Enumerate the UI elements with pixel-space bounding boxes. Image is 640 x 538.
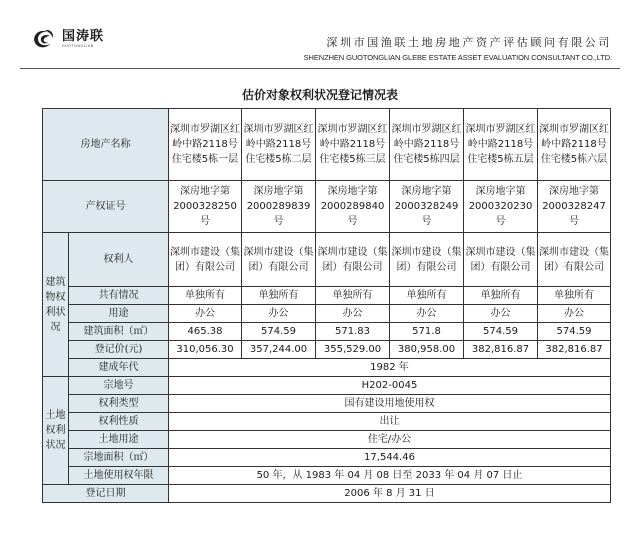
area-cell: 465.38 [169, 323, 242, 341]
company-name-chinese: 深圳市国渔联土地房地产资产评估顾问有限公司 [326, 36, 612, 49]
table-row [43, 431, 611, 449]
company-name-english: SHENZHEN GUOTONGLIAN GLEBE ESTATE ASSET EVALUATION CONSULTANT CO.,LTD. [303, 53, 612, 62]
company-name-block [304, 34, 612, 62]
usage-cell: 办公 [538, 305, 611, 323]
parcel-no-label: 宗地号 [69, 377, 169, 395]
right-type-label: 权利类型 [69, 395, 169, 413]
property-name-cell: 深圳市罗湖区红岭中路2118号住宅楼5栋三层 [316, 109, 390, 181]
usage-cell: 办公 [169, 305, 242, 323]
owner-cell: 深圳市建设（集团）有限公司 [316, 233, 390, 287]
shared-cell: 单独所有 [316, 287, 390, 305]
usage-cell: 办公 [390, 305, 464, 323]
cert-no-cell: 深房地字第2000320230号 [464, 181, 538, 233]
land-rights-group-label: 土地权利状况 [43, 377, 69, 485]
shared-cell: 单独所有 [464, 287, 538, 305]
shared-cell: 单独所有 [169, 287, 242, 305]
right-nature-label: 权利性质 [69, 413, 169, 431]
property-name-cell: 深圳市罗湖区红岭中路2118号住宅楼5栋五层 [464, 109, 538, 181]
area-cell: 574.59 [242, 323, 316, 341]
property-name-cell: 深圳市罗湖区红岭中路2118号住宅楼5栋六层 [538, 109, 611, 181]
price-cell: 382,816.87 [464, 341, 538, 359]
cert-no-label: 产权证号 [43, 181, 169, 233]
rights-status-table [42, 108, 611, 503]
logo-chinese-name: 国涛联 [62, 28, 105, 44]
page-header [0, 0, 640, 70]
document-title: 估价对象权利状况登记情况表 [241, 88, 398, 102]
cert-no-cell: 深房地字第2000289839号 [242, 181, 316, 233]
reg-date-label: 登记日期 [43, 485, 169, 503]
usage-label: 用途 [69, 305, 169, 323]
area-cell: 571.83 [316, 323, 390, 341]
land-term-value: 50 年，从 1983 年 04 月 08 日至 2033 年 04 月 07 日止 [169, 467, 611, 485]
table-row [43, 305, 611, 323]
table-row [43, 287, 611, 305]
shared-cell: 单独所有 [390, 287, 464, 305]
table-row [43, 485, 611, 503]
table-row [43, 109, 611, 181]
logo-english-name: GUOTONGLIAN [62, 43, 94, 48]
area-cell: 574.59 [538, 323, 611, 341]
price-cell: 310,056.30 [169, 341, 242, 359]
shared-cell: 单独所有 [538, 287, 611, 305]
logo-swirl-icon [30, 26, 56, 52]
table-row [43, 181, 611, 233]
right-type-value: 国有建设用地使用权 [169, 395, 611, 413]
table-row [43, 323, 611, 341]
company-logo [30, 26, 104, 52]
parcel-no-value: H202-0045 [169, 377, 611, 395]
price-cell: 382,816.87 [538, 341, 611, 359]
property-name-cell: 深圳市罗湖区红岭中路2118号住宅楼5栋一层 [169, 109, 242, 181]
price-cell: 355,529.00 [316, 341, 390, 359]
table-row [43, 395, 611, 413]
table-row [43, 359, 611, 377]
parcel-area-value: 17,544.46 [169, 449, 611, 467]
owner-cell: 深圳市建设（集团）有限公司 [242, 233, 316, 287]
cert-no-cell: 深房地字第2000328247号 [538, 181, 611, 233]
usage-cell: 办公 [242, 305, 316, 323]
table-row [43, 377, 611, 395]
shared-cell: 单独所有 [242, 287, 316, 305]
land-use-label: 土地用途 [69, 431, 169, 449]
owner-cell: 深圳市建设（集团）有限公司 [169, 233, 242, 287]
table-row [43, 233, 611, 287]
cert-no-cell: 深房地字第2000328249号 [390, 181, 464, 233]
year-built-value: 1982 年 [169, 359, 611, 377]
price-cell: 357,244.00 [242, 341, 316, 359]
usage-cell: 办公 [316, 305, 390, 323]
price-cell: 380,958.00 [390, 341, 464, 359]
reg-date-value: 2006 年 8 月 31 日 [169, 485, 611, 503]
area-label: 建筑面积（㎡） [69, 323, 169, 341]
table-row [43, 449, 611, 467]
shared-label: 共有情况 [69, 287, 169, 305]
property-name-label: 房地产名称 [43, 109, 169, 181]
owner-label: 权利人 [69, 233, 169, 287]
usage-cell: 办公 [464, 305, 538, 323]
owner-cell: 深圳市建设（集团）有限公司 [464, 233, 538, 287]
owner-cell: 深圳市建设（集团）有限公司 [538, 233, 611, 287]
building-rights-group-label: 建筑物权利状况 [43, 233, 69, 377]
property-name-cell: 深圳市罗湖区红岭中路2118号住宅楼5栋四层 [390, 109, 464, 181]
land-use-value: 住宅/办公 [169, 431, 611, 449]
land-term-label: 土地使用权年限 [69, 467, 169, 485]
table-row [43, 341, 611, 359]
header-divider [20, 68, 620, 69]
table-row [43, 413, 611, 431]
table-row [43, 467, 611, 485]
area-cell: 571.8 [390, 323, 464, 341]
property-name-cell: 深圳市罗湖区红岭中路2118号住宅楼5栋二层 [242, 109, 316, 181]
area-cell: 574.59 [464, 323, 538, 341]
year-built-label: 建成年代 [69, 359, 169, 377]
price-label: 登记价(元) [69, 341, 169, 359]
parcel-area-label: 宗地面积（㎡） [69, 449, 169, 467]
cert-no-cell: 深房地字第2000328250号 [169, 181, 242, 233]
cert-no-cell: 深房地字第2000289840号 [316, 181, 390, 233]
right-nature-value: 出让 [169, 413, 611, 431]
owner-cell: 深圳市建设（集团）有限公司 [390, 233, 464, 287]
